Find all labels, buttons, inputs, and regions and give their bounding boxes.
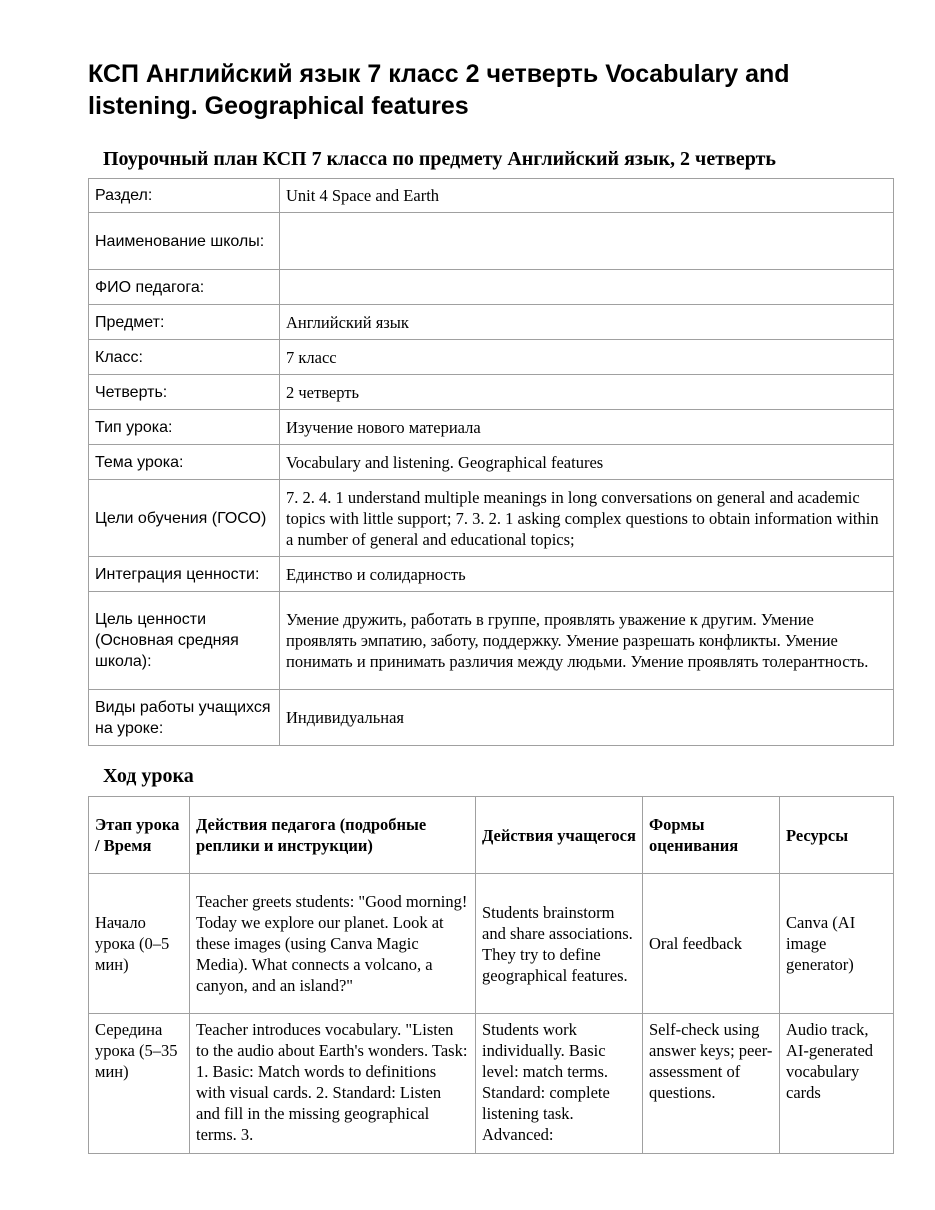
info-value: 2 четверть bbox=[280, 375, 894, 410]
info-label: Класс: bbox=[89, 340, 280, 375]
table-header-row bbox=[89, 797, 894, 874]
table-row bbox=[89, 445, 894, 480]
info-label: ФИО педагога: bbox=[89, 270, 280, 305]
document-page bbox=[88, 58, 893, 1154]
table-row bbox=[89, 213, 894, 270]
stage-cell: Начало урока (0–5 мин) bbox=[89, 874, 190, 1014]
info-value: Умение дружить, работать в группе, проявлять уважение к другим. Умение проявлять эмпатию, заботу, поддержку. Умение разрешать конфликты. Умение понимать и принимать различия между людьми. Умение проявлять толерантность. bbox=[280, 592, 894, 690]
table-row bbox=[89, 480, 894, 557]
table-row bbox=[89, 410, 894, 445]
info-value: Изучение нового материала bbox=[280, 410, 894, 445]
info-value: Индивидуальная bbox=[280, 690, 894, 746]
info-value: 7. 2. 4. 1 understand multiple meanings in long conversations on general and academic topics with little support; 7. 3. 2. 1 asking complex questions to obtain information within a number of general and educational topics; bbox=[280, 480, 894, 557]
info-value bbox=[280, 270, 894, 305]
teacher-actions-cell: Teacher greets students: "Good morning! Today we explore our planet. Look at these images (using Canva Magic Media). What connects a volcano, a canyon, and an island?" bbox=[190, 874, 476, 1014]
info-value: Английский язык bbox=[280, 305, 894, 340]
table-row bbox=[89, 592, 894, 690]
table-row bbox=[89, 557, 894, 592]
column-header: Действия педагога (подробные реплики и инструкции) bbox=[190, 797, 476, 874]
assessment-cell: Self-check using answer keys; peer-assessment of questions. bbox=[643, 1014, 780, 1154]
info-label: Цель ценности (Основная средняя школа): bbox=[89, 592, 280, 690]
info-label: Интеграция ценности: bbox=[89, 557, 280, 592]
info-label: Тип урока: bbox=[89, 410, 280, 445]
table-row bbox=[89, 270, 894, 305]
info-value bbox=[280, 213, 894, 270]
table-row bbox=[89, 340, 894, 375]
lesson-course-table bbox=[88, 796, 894, 1154]
plan-heading: Поурочный план КСП 7 класса по предмету Английский язык, 2 четверть bbox=[103, 148, 776, 170]
table-row bbox=[89, 305, 894, 340]
table-row bbox=[89, 179, 894, 213]
lesson-info-table bbox=[88, 178, 894, 746]
teacher-actions-cell: Teacher introduces vocabulary. "Listen to the audio about Earth's wonders. Task: 1. Basic: Match words to definitions with visual cards. 2. Standard: Listen and fill in the missing geographical terms. 3. bbox=[190, 1014, 476, 1154]
table-row bbox=[89, 1014, 894, 1154]
table-row bbox=[89, 690, 894, 746]
assessment-cell: Oral feedback bbox=[643, 874, 780, 1014]
student-actions-cell: Students work individually. Basic level: match terms. Standard: complete listening task. Advanced: bbox=[476, 1014, 643, 1154]
info-label: Цели обучения (ГОСО) bbox=[89, 480, 280, 557]
info-label: Наименование школы: bbox=[89, 213, 280, 270]
column-header: Этап урока / Время bbox=[89, 797, 190, 874]
course-heading: Ход урока bbox=[103, 765, 194, 787]
stage-cell: Середина урока (5–35 мин) bbox=[89, 1014, 190, 1154]
resources-cell: Audio track, AI-generated vocabulary cards bbox=[780, 1014, 894, 1154]
table-row bbox=[89, 874, 894, 1014]
table-row bbox=[89, 375, 894, 410]
column-header: Формы оценивания bbox=[643, 797, 780, 874]
student-actions-cell: Students brainstorm and share associations. They try to define geographical features. bbox=[476, 874, 643, 1014]
info-label: Тема урока: bbox=[89, 445, 280, 480]
column-header: Ресурсы bbox=[780, 797, 894, 874]
document-title: КСП Английский язык 7 класс 2 четверть Vocabulary and listening. Geographical features bbox=[88, 60, 790, 120]
info-label: Раздел: bbox=[89, 179, 280, 213]
info-label: Четверть: bbox=[89, 375, 280, 410]
info-value: Unit 4 Space and Earth bbox=[280, 179, 894, 213]
info-label: Предмет: bbox=[89, 305, 280, 340]
resources-cell: Canva (AI image generator) bbox=[780, 874, 894, 1014]
info-value: Vocabulary and listening. Geographical features bbox=[280, 445, 894, 480]
column-header: Действия учащегося bbox=[476, 797, 643, 874]
info-value: Единство и солидарность bbox=[280, 557, 894, 592]
info-value: 7 класс bbox=[280, 340, 894, 375]
info-label: Виды работы учащихся на уроке: bbox=[89, 690, 280, 746]
